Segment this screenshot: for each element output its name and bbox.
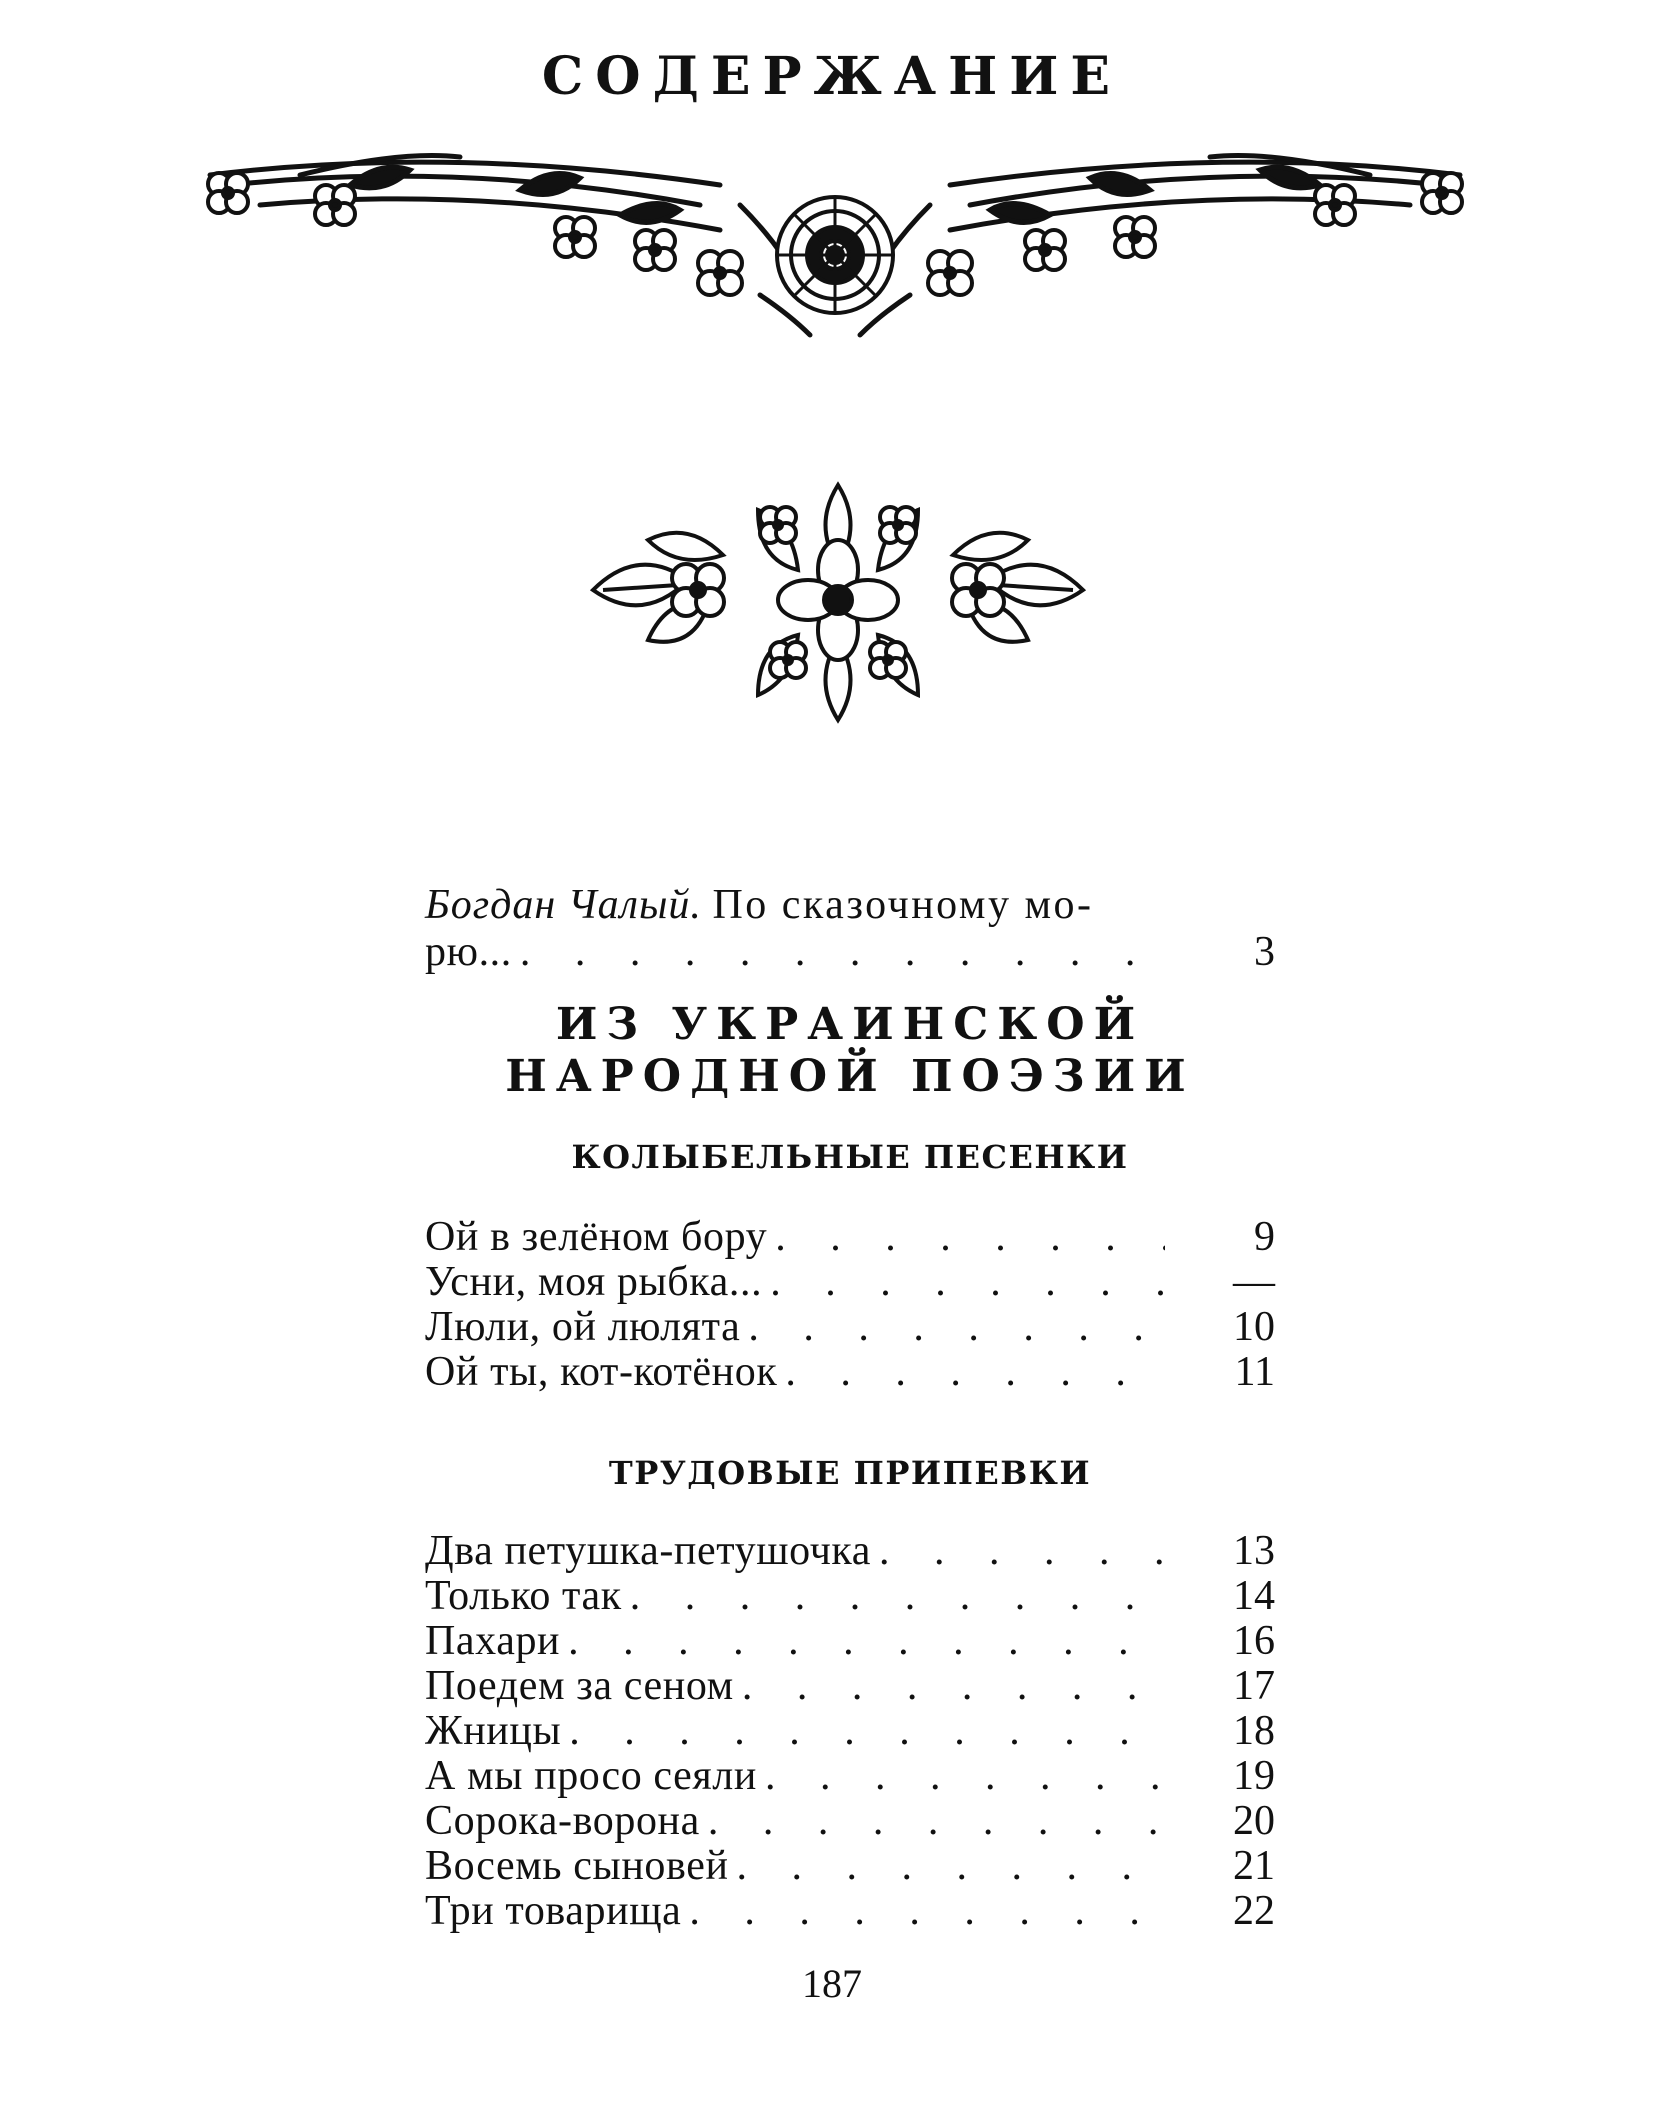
- toc-entry[interactable]: [425, 1260, 1275, 1305]
- dot-leader: [681, 1889, 1165, 1934]
- toc-entry-page: 9: [1254, 1214, 1275, 1260]
- toc-entry[interactable]: [425, 1350, 1275, 1395]
- toc-entry-page: 17: [1233, 1663, 1275, 1709]
- toc-entry-page: 21: [1233, 1843, 1275, 1889]
- toc-entry-title: Люли, ой люлята: [425, 1304, 741, 1350]
- toc-entry[interactable]: [425, 1889, 1275, 1934]
- toc-entry[interactable]: [425, 1754, 1275, 1799]
- toc-entry-page: 13: [1233, 1528, 1275, 1574]
- toc-entry-title: Восемь сыновей: [425, 1843, 729, 1889]
- toc-entry[interactable]: [425, 1574, 1275, 1619]
- page-number: 187: [802, 1961, 862, 2006]
- dot-leader: [740, 1305, 1165, 1350]
- table-of-contents: [425, 880, 1275, 1934]
- toc-entry-title: Ой в зелёном бору: [425, 1214, 768, 1260]
- dot-leader: [561, 1709, 1165, 1754]
- intro-entry-line1: [425, 880, 1275, 930]
- intro-entry-line2[interactable]: [425, 930, 1275, 975]
- toc-entry-title: А мы просо сеяли: [425, 1753, 757, 1799]
- toc-entry-page: 20: [1233, 1798, 1275, 1844]
- floral-vignette-ornament: [588, 480, 1088, 725]
- part-heading: [425, 999, 1275, 1103]
- toc-entry-title: Пахари: [425, 1618, 561, 1664]
- toc-entry-page: 19: [1233, 1753, 1275, 1799]
- dot-leader: [512, 930, 1165, 975]
- dot-leader: [734, 1664, 1165, 1709]
- intro-title-line1: По сказочному мо-: [712, 882, 1094, 928]
- toc-entry[interactable]: [425, 1305, 1275, 1350]
- toc-entry[interactable]: [425, 1799, 1275, 1844]
- toc-entry-page: 16: [1233, 1618, 1275, 1664]
- dot-leader: [700, 1799, 1165, 1844]
- dot-leader: [560, 1619, 1165, 1664]
- floral-garland-ornament: [200, 145, 1470, 355]
- intro-author: Богдан Чалый.: [425, 882, 702, 928]
- toc-entry[interactable]: [425, 1215, 1275, 1260]
- dot-leader: [757, 1754, 1165, 1799]
- toc-entry-title: Три товарища: [425, 1888, 682, 1934]
- toc-entry[interactable]: [425, 1664, 1275, 1709]
- toc-entry-title: Только так: [425, 1573, 622, 1619]
- toc-entry[interactable]: [425, 1619, 1275, 1664]
- page-title: СОДЕРЖАНИЕ: [541, 46, 1123, 107]
- toc-entry-page: 11: [1234, 1349, 1275, 1395]
- toc-entry[interactable]: [425, 1709, 1275, 1754]
- intro-title-line2: рю...: [425, 929, 512, 975]
- dot-leader: [762, 1260, 1165, 1305]
- toc-entry-title: Поедем за сеном: [425, 1663, 734, 1709]
- dot-leader: [777, 1350, 1165, 1395]
- dot-leader: [729, 1844, 1165, 1889]
- toc-entry-page: 18: [1233, 1708, 1275, 1754]
- toc-entry-title: Сорока-ворона: [425, 1798, 700, 1844]
- toc-entry-page: 22: [1233, 1888, 1275, 1934]
- dot-leader: [767, 1215, 1165, 1260]
- intro-page-number: 3: [1254, 929, 1275, 975]
- dot-leader: [871, 1529, 1165, 1574]
- toc-entry-title: Два петушка-петушочка: [425, 1528, 872, 1574]
- section-heading-work-songs: ТРУДОВЫЕ ПРИПЕВКИ: [608, 1454, 1092, 1492]
- toc-entry-title: Усни, моя рыбка...: [425, 1259, 763, 1305]
- toc-entry[interactable]: [425, 1529, 1275, 1574]
- toc-entry[interactable]: [425, 1844, 1275, 1889]
- toc-entry-title: Жницы: [425, 1708, 562, 1754]
- toc-entry-page: 10: [1233, 1304, 1275, 1350]
- dot-leader: [622, 1574, 1165, 1619]
- part-heading-line1: ИЗ УКРАИНСКОЙ: [555, 999, 1145, 1050]
- toc-entry-page: —: [1233, 1259, 1275, 1305]
- toc-entry-page: 14: [1233, 1573, 1275, 1619]
- section-heading-lullabies: КОЛЫБЕЛЬНЫЕ ПЕСЕНКИ: [571, 1138, 1129, 1176]
- part-heading-line2: НАРОДНОЙ ПОЭЗИИ: [505, 1051, 1195, 1102]
- toc-entry-title: Ой ты, кот-котёнок: [425, 1349, 778, 1395]
